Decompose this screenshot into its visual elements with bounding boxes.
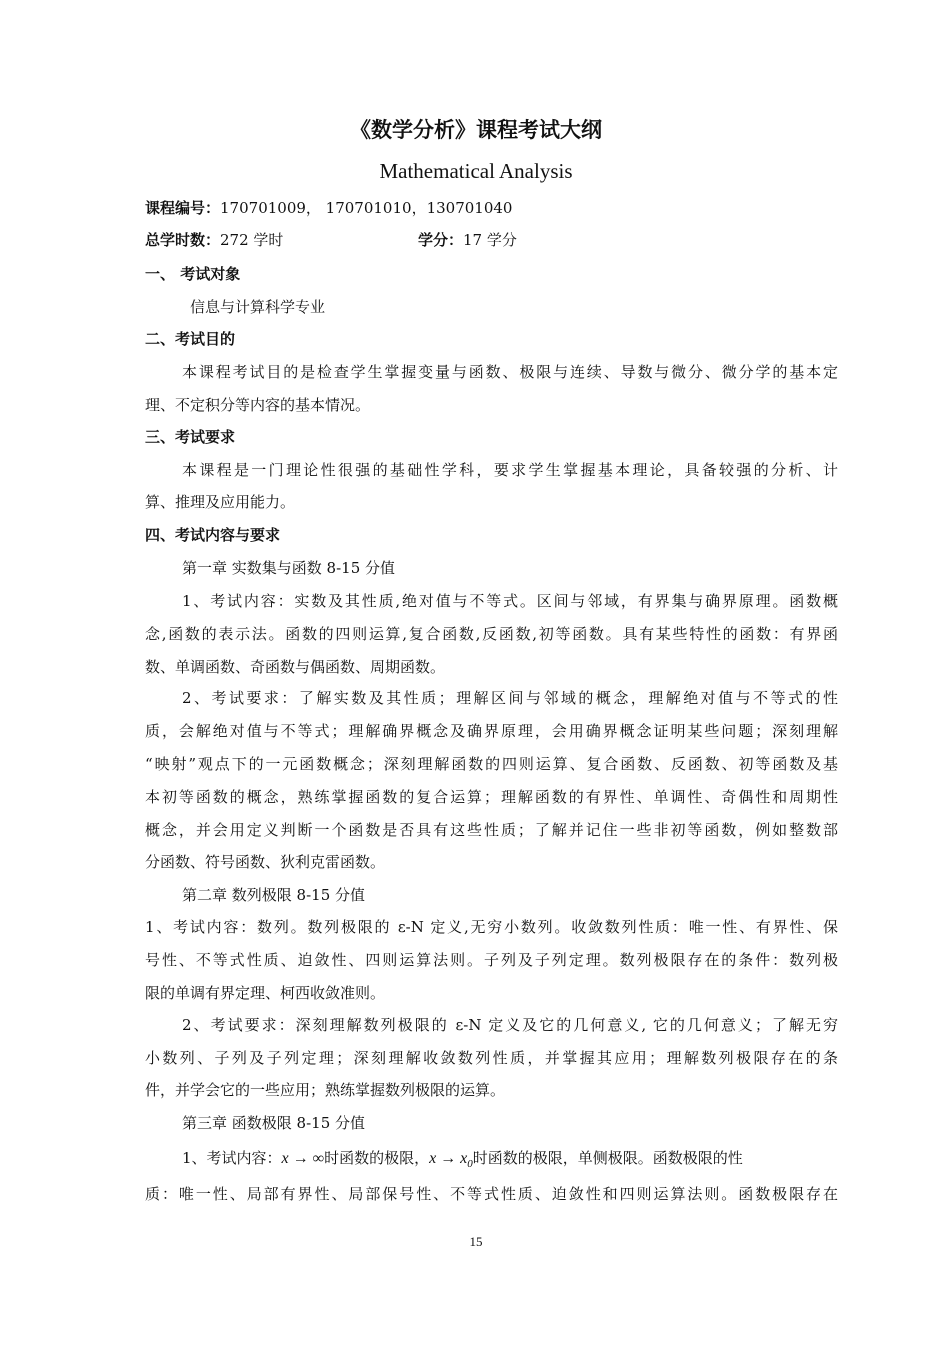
credits-label: 学分： <box>418 231 464 249</box>
chapter-1-title: 第一章 实数集与函数 8-15 分值 <box>182 559 396 577</box>
chapter-2-content-line: 1、考试内容：数列。数列极限的 ε-N 定义,无穷小数列。收敛数列性质：唯一性、有界性、保 <box>145 918 838 936</box>
section-3-heading: 三、考试要求 <box>145 428 236 446</box>
chapter-1-requirement-line: 分函数、符号函数、狄利克雷函数。 <box>145 853 386 871</box>
chapter-1-content-line: 1、考试内容：实数及其性质,绝对值与不等式。区间与邻域，有界集与确界原理。函数概 <box>182 592 838 610</box>
section-2-heading: 二、考试目的 <box>145 330 236 348</box>
chapter-1-requirement-line: 质，会解绝对值与不等式；理解确界概念及确界原理，会用确界概念证明某些问题；深刻理解 <box>145 722 838 740</box>
section-4-heading: 四、考试内容与要求 <box>145 526 281 544</box>
chapter-2-content-line: 号性、不等式性质、迫敛性、四则运算法则。子列及子列定理。数列极限存在的条件：数列极 <box>145 951 838 969</box>
chapter-2-title: 第二章 数列极限 8-15 分值 <box>182 886 366 904</box>
content-text: 时函数的极限， <box>324 1149 430 1167</box>
limit-x0-formula <box>429 1150 473 1171</box>
section-2-line-2: 理、不定积分等内容的基本情况。 <box>145 396 371 414</box>
document-subtitle: Mathematical Analysis <box>379 159 573 183</box>
section-2-line-1: 本课程考试目的是检查学生掌握变量与函数、极限与连续、导数与微分、微分学的基本定 <box>182 363 838 381</box>
chapter-1-requirement-line: 概念，并会用定义判断一个函数是否具有这些性质；了解并记住一些非初等函数，例如整数部 <box>145 821 838 839</box>
credits-value: 17 学分 <box>463 231 517 249</box>
document-title: 《数学分析》课程考试大纲 <box>350 118 602 142</box>
chapter-1-requirement-line: 本初等函数的概念，熟练掌握函数的复合运算；理解函数的有界性、单调性、奇偶性和周期性 <box>145 788 838 806</box>
chapter-3-content-line <box>182 1146 838 1177</box>
total-hours-value: 272 学时 <box>220 231 284 249</box>
chapter-2-requirement-line: 小数列、子列及子列定理；深刻理解收敛数列性质，并掌握其应用；理解数列极限存在的条 <box>145 1049 838 1067</box>
chapter-1-requirement-line: 2、考试要求：了解实数及其性质；理解区间与邻域的概念，理解绝对值与不等式的性 <box>182 689 838 707</box>
section-1-text: 信息与计算科学专业 <box>190 298 326 316</box>
course-number-label: 课程编号： <box>145 199 221 217</box>
chapter-2-content-line: 限的单调有界定理、柯西收敛准则。 <box>145 984 386 1002</box>
chapter-2-requirement-line: 件，并学会它的一些应用；熟练掌握数列极限的运算。 <box>145 1081 506 1099</box>
course-number-value: 170701009， 170701010，130701040 <box>220 199 513 217</box>
section-3-line-2: 算、推理及应用能力。 <box>145 493 296 511</box>
chapter-2-requirement-line: 2、考试要求：深刻理解数列极限的 ε-N 定义及它的几何意义, 它的几何意义；了解无穷 <box>182 1016 838 1034</box>
hours-credits-line <box>145 228 838 253</box>
chapter-1-requirement-line: “映射”观点下的一元函数概念；深刻理解函数的四则运算、复合函数、反函数、初等函数及基 <box>145 755 838 773</box>
total-hours-label: 总学时数： <box>145 231 221 249</box>
chapter-3-content-line: 质：唯一性、局部有界性、局部保号性、不等式性质、迫敛性和四则运算法则。函数极限存在 <box>145 1185 838 1203</box>
limit-x0-base: x → x <box>429 1150 468 1167</box>
content-text: 1、考试内容： <box>182 1149 282 1167</box>
page-number: 15 <box>469 1234 483 1249</box>
section-1-heading: 一、 考试对象 <box>145 265 241 283</box>
chapter-1-content-line: 念,函数的表示法。函数的四则运算,复合函数,反函数,初等函数。具有某些特性的函数：有界函 <box>145 625 838 643</box>
chapter-3-title: 第三章 函数极限 8-15 分值 <box>182 1114 366 1132</box>
limit-infinity-formula: x → ∞ <box>281 1150 325 1167</box>
content-text: 时函数的极限，单侧极限。函数极限的性 <box>472 1149 743 1167</box>
chapter-1-content-line: 数、单调函数、奇函数与偶函数、周期函数。 <box>145 658 446 676</box>
course-number-line <box>145 196 838 221</box>
section-3-line-1: 本课程是一门理论性很强的基础性学科，要求学生掌握基本理论，具备较强的分析、计 <box>182 461 838 479</box>
limit-x0-subscript: 0 <box>467 1158 473 1171</box>
credits-group <box>418 228 517 253</box>
